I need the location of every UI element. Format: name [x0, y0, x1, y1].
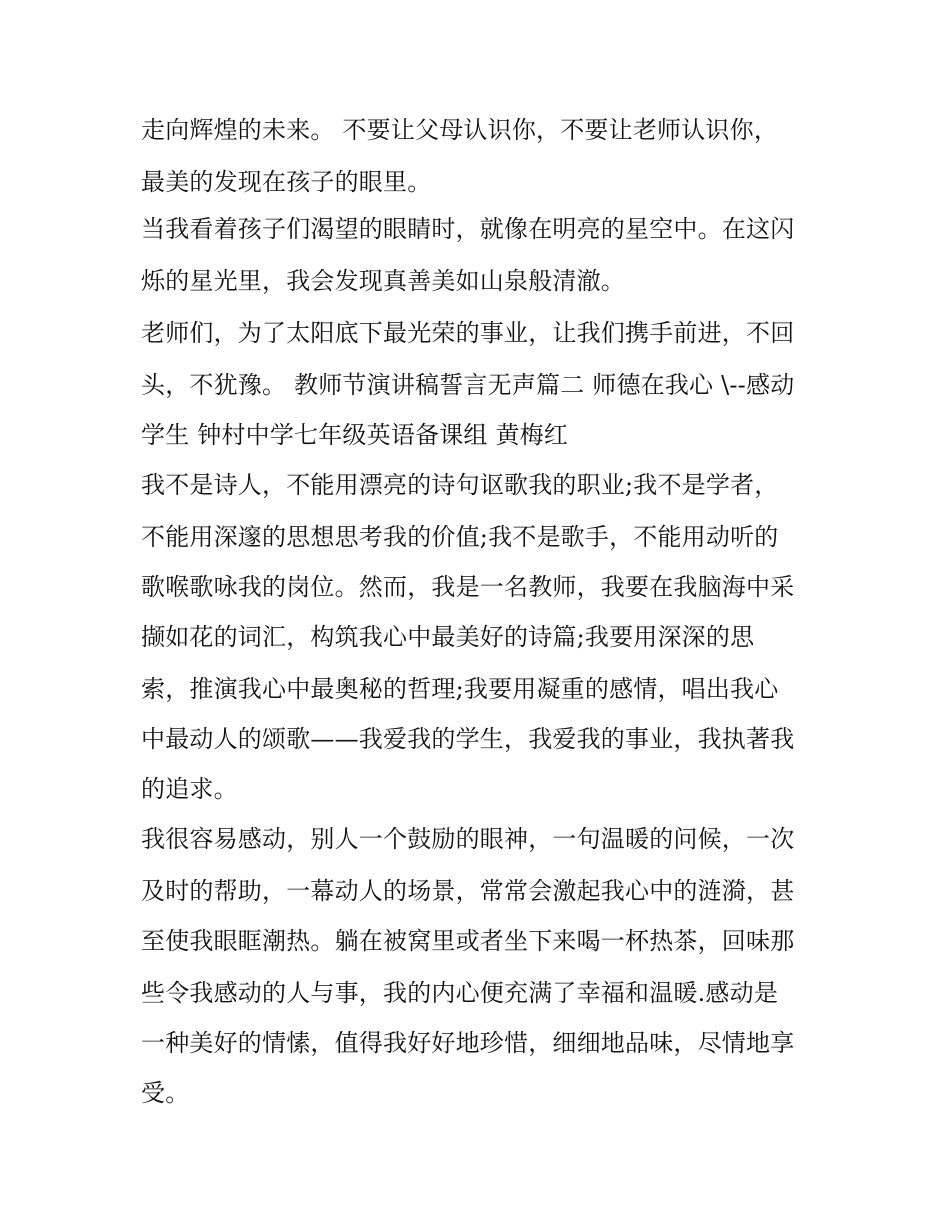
- text-line: 索，推演我心中最奥秘的哲理;我要用凝重的感情，唱出我心: [141, 675, 779, 703]
- text-line: 当我看着孩子们渴望的眼睛时，就像在明亮的星空中。在这闪: [141, 215, 795, 243]
- text-line: 学生 钟村中学七年级英语备课组 黄梅红: [141, 421, 569, 449]
- text-line: 的追求。: [141, 775, 238, 803]
- text-line: 老师们，为了太阳底下最光荣的事业，让我们携手前进，不回: [141, 319, 795, 347]
- text-line: 及时的帮助，一幕动人的场景，常常会激起我心中的涟漪，甚: [141, 877, 795, 905]
- text-line: 走向辉煌的未来。 不要让父母认识你，不要让老师认识你，: [141, 116, 779, 144]
- text-line: 撷如花的词汇，构筑我心中最美好的诗篇;我要用深深的思: [141, 623, 755, 651]
- text-line: 头，不犹豫。 教师节演讲稿誓言无声篇二 师德在我心 \--感动: [141, 371, 795, 399]
- text-line: 中最动人的颂歌——我爱我的学生，我爱我的事业，我执著我: [141, 725, 795, 753]
- text-line: 我很容易感动，别人一个鼓励的眼神，一句温暖的问候，一次: [141, 825, 795, 853]
- text-line: 些令我感动的人与事，我的内心便充满了幸福和温暖.感动是: [141, 979, 779, 1007]
- text-line: 不能用深邃的思想思考我的价值;我不是歌手，不能用动听的: [141, 523, 779, 551]
- text-line: 我不是诗人，不能用漂亮的诗句讴歌我的职业;我不是学者，: [141, 471, 779, 499]
- text-line: 烁的星光里，我会发现真善美如山泉般清澈。: [141, 267, 625, 295]
- text-line: 歌喉歌咏我的岗位。然而，我是一名教师，我要在我脑海中采: [141, 573, 795, 601]
- text-line: 至使我眼眶潮热。躺在被窝里或者坐下来喝一杯热茶，回味那: [141, 927, 795, 955]
- text-line: 最美的发现在孩子的眼里。: [141, 168, 432, 196]
- text-line: 一种美好的情愫，值得我好好地珍惜，细细地品味，尽情地享: [141, 1029, 795, 1057]
- text-line: 受。: [141, 1079, 190, 1107]
